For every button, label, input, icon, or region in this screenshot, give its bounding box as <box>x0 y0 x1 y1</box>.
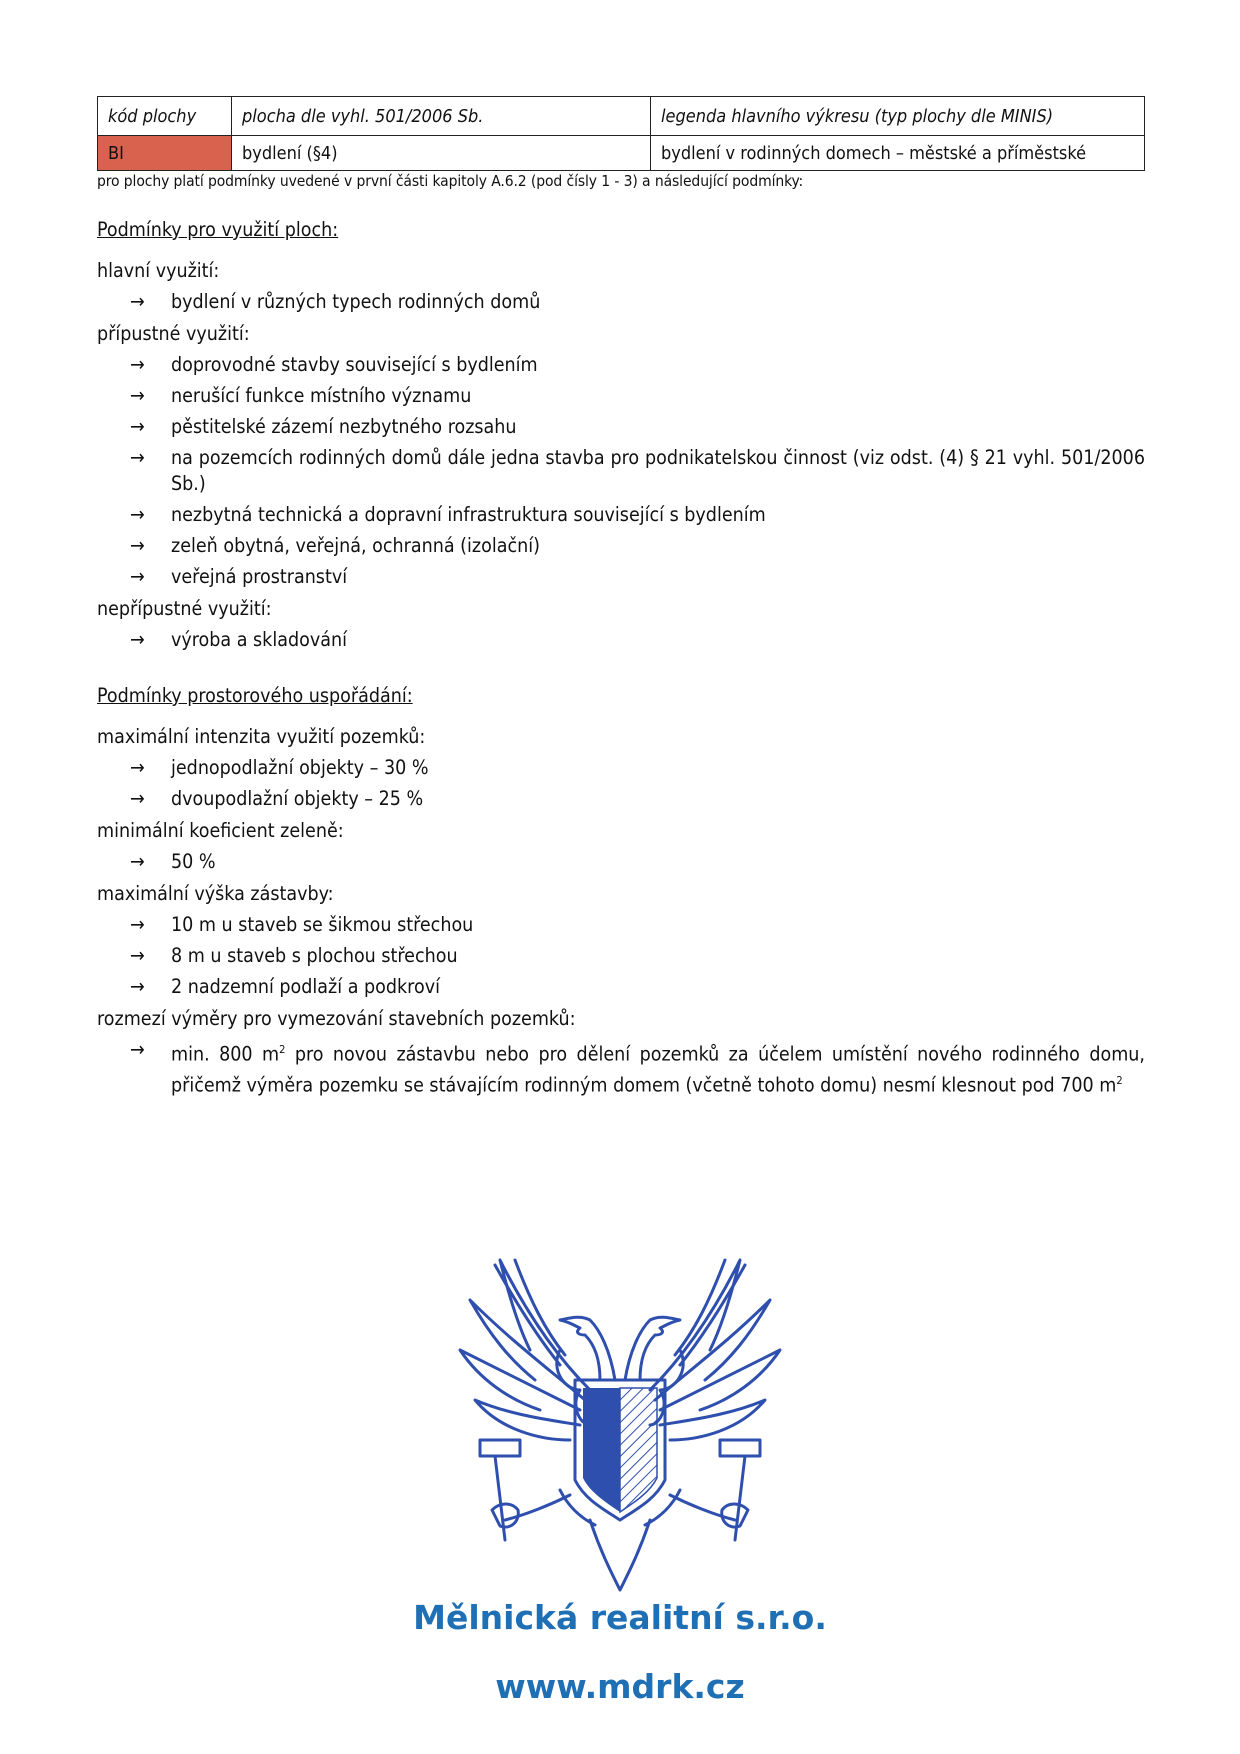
list-item-text: na pozemcích rodinných domů dále jedna stavba pro podnikatelskou činnost (viz odst. (4) § 21 vyhl. 501/2006 Sb.) <box>171 446 1145 495</box>
plot-text-2: pro novou zástavbu nebo pro dělení pozemků za účelem umístění nového rodinného domu, přičemž výměra pozemku se stávajícím rodinným domem (včetně tohoto domu) nesmí klesnout pod 700 m <box>171 1042 1145 1096</box>
right-hammer-icon <box>670 1440 760 1540</box>
list-item <box>97 564 1145 590</box>
list-item-text: nezbytná technická a dopravní infrastruktura související s bydlením <box>171 503 766 526</box>
website-link[interactable]: www.mdrk.cz <box>495 1667 745 1706</box>
intensity-label: maximální intenzita využití pozemků: <box>97 725 426 748</box>
list-item <box>97 414 1145 440</box>
list-item-text: 50 % <box>171 850 216 873</box>
list-item <box>97 352 1145 378</box>
height-list <box>97 912 1145 1000</box>
list-item <box>97 502 1145 528</box>
company-name: Mělnická realitní s.r.o. <box>413 1598 827 1637</box>
list-item-text: 10 m u staveb se šikmou střechou <box>171 913 474 936</box>
header-area: plocha dle vyhl. 501/2006 Sb. <box>232 97 651 136</box>
arrow-icon: → <box>130 534 145 557</box>
main-usage-list <box>97 289 1145 315</box>
eagle-shield-logo <box>440 1240 800 1600</box>
arrow-icon: → <box>130 628 145 651</box>
list-item-text: bydlení v různých typech rodinných domů <box>171 290 541 313</box>
list-item-text: výroba a skladování <box>171 628 347 651</box>
list-item <box>97 627 1145 653</box>
arrow-icon: → <box>130 756 145 779</box>
list-item <box>97 1037 1145 1098</box>
list-item <box>97 445 1145 497</box>
table-header-row <box>98 97 1145 136</box>
header-code: kód plochy <box>98 97 232 136</box>
allowed-usage-list <box>97 352 1145 590</box>
arrow-icon: → <box>130 1038 145 1061</box>
eagle-heads-icon <box>560 1317 680 1380</box>
content <box>97 215 1145 1103</box>
arrow-icon: → <box>130 290 145 313</box>
list-item <box>97 755 1145 781</box>
conditions-note: pro plochy platí podmínky uvedené v první části kapitoly A.6.2 (pod čísly 1 - 3) a následující podmínky: <box>97 172 804 190</box>
shield-solid-half-icon <box>583 1388 620 1512</box>
arrow-icon: → <box>130 415 145 438</box>
table-row <box>98 136 1145 171</box>
header-legend: legenda hlavního výkresu (typ plochy dle MINIS) <box>651 97 1145 136</box>
shield-hatched-half-icon <box>620 1388 657 1512</box>
arrow-icon: → <box>130 944 145 967</box>
arrow-icon: → <box>130 975 145 998</box>
list-item-text: doprovodné stavby související s bydlením <box>171 353 538 376</box>
list-item <box>97 849 1145 875</box>
allowed-usage-label: přípustné využití: <box>97 322 250 345</box>
arrow-icon: → <box>130 446 145 469</box>
forbidden-usage-list <box>97 627 1145 653</box>
list-item-text: dvoupodlažní objekty – 25 % <box>171 787 424 810</box>
list-item <box>97 289 1145 315</box>
list-item-text: veřejná prostranství <box>171 565 348 588</box>
list-item-text: zeleň obytná, veřejná, ochranná (izolační) <box>171 534 540 557</box>
list-item <box>97 943 1145 969</box>
plot-sup-1: 2 <box>279 1043 286 1056</box>
arrow-icon: → <box>130 913 145 936</box>
list-item <box>97 912 1145 938</box>
zone-table <box>97 96 1145 171</box>
spatial-section-title: Podmínky prostorového uspořádání: <box>97 684 413 707</box>
zone-area-cell: bydlení (§4) <box>232 136 651 171</box>
intensity-list <box>97 755 1145 812</box>
plot-text-1: min. 800 m <box>171 1042 280 1066</box>
list-item <box>97 974 1145 1000</box>
green-list <box>97 849 1145 875</box>
usage-section-title: Podmínky pro využití ploch: <box>97 218 339 241</box>
zone-code-cell: BI <box>98 136 232 171</box>
arrow-icon: → <box>130 850 145 873</box>
arrow-icon: → <box>130 565 145 588</box>
arrow-icon: → <box>130 503 145 526</box>
green-label: minimální koeficient zeleně: <box>97 819 344 842</box>
list-item <box>97 383 1145 409</box>
left-wing-icon <box>460 1260 590 1440</box>
eagle-tail-icon <box>590 1520 650 1590</box>
left-hammer-icon <box>480 1440 570 1540</box>
arrow-icon: → <box>130 353 145 376</box>
arrow-icon: → <box>130 384 145 407</box>
plot-sup-2: 2 <box>1116 1073 1123 1087</box>
forbidden-usage-label: nepřípustné využití: <box>97 597 272 620</box>
list-item-text: jednopodlažní objekty – 30 % <box>171 756 429 779</box>
list-item <box>97 533 1145 559</box>
main-usage-label: hlavní využití: <box>97 259 220 282</box>
plot-label: rozmezí výměry pro vymezování stavebních pozemků: <box>97 1007 576 1030</box>
list-item-text: pěstitelské zázemí nezbytného rozsahu <box>171 415 517 438</box>
list-item-text: nerušící funkce místního významu <box>171 384 472 407</box>
zone-legend-cell: bydlení v rodinných domech – městské a příměstské <box>651 136 1145 171</box>
list-item-text: 8 m u staveb s plochou střechou <box>171 944 458 967</box>
right-wing-icon <box>650 1260 780 1440</box>
arrow-icon: → <box>130 787 145 810</box>
list-item <box>97 786 1145 812</box>
height-label: maximální výška zástavby: <box>97 882 334 905</box>
list-item-text: 2 nadzemní podlaží a podkroví <box>171 975 440 998</box>
